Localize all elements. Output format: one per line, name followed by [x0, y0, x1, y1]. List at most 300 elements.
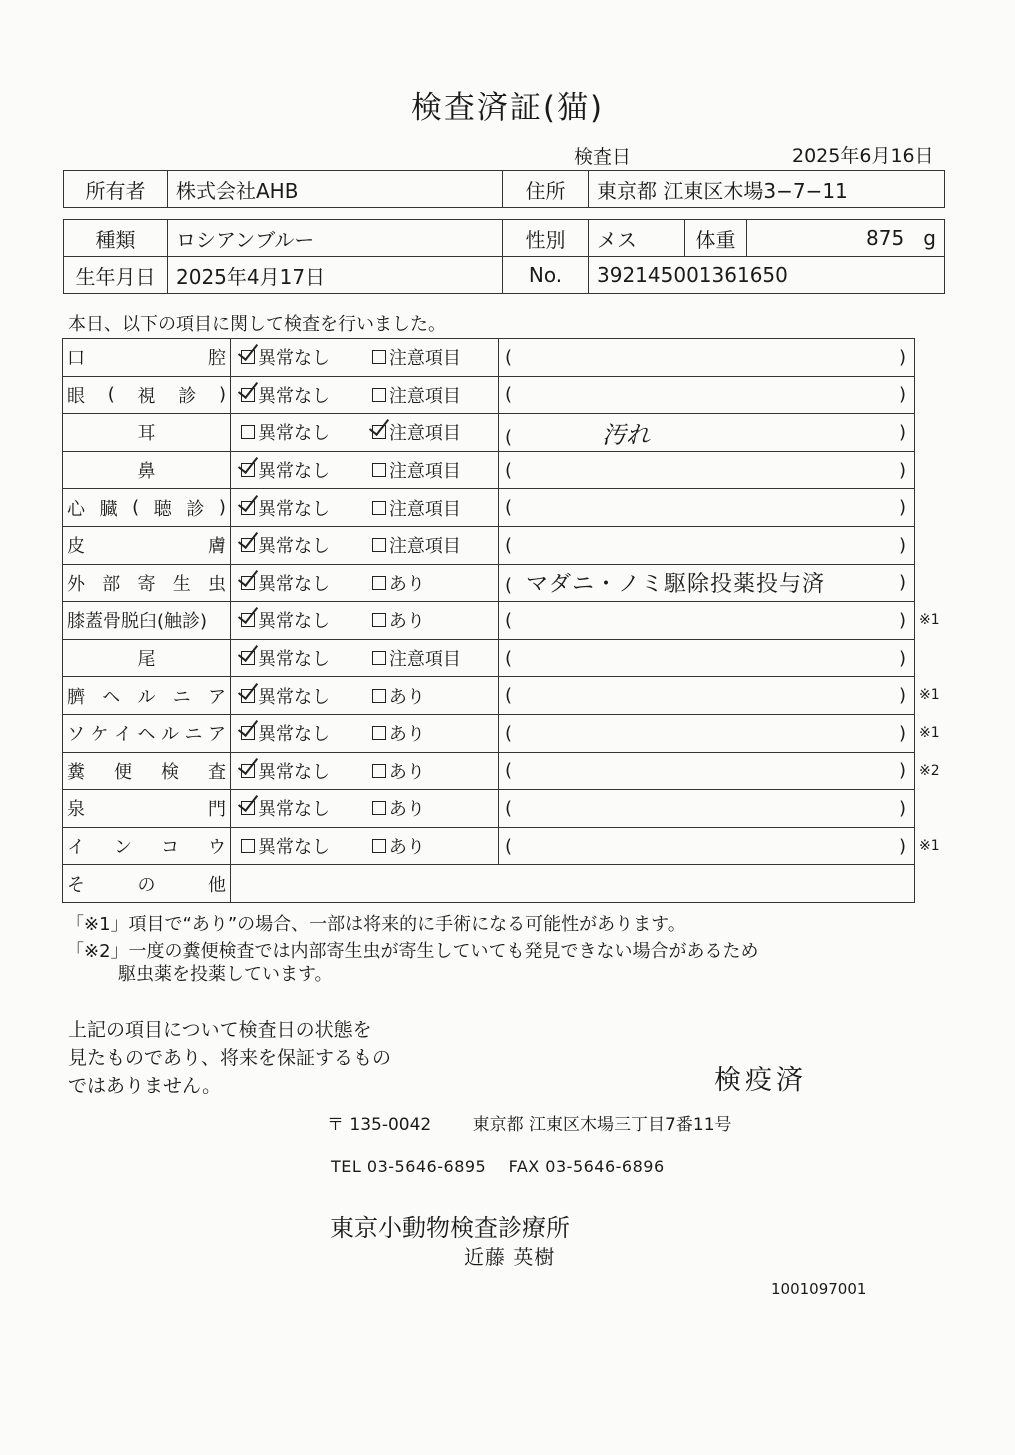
exam-item-label — [63, 451, 231, 489]
exam-options — [231, 639, 499, 677]
label-text: 膝蓋骨脱臼(触診) — [67, 611, 208, 633]
option-alt[interactable] — [372, 833, 498, 859]
close-paren: ) — [898, 722, 906, 744]
checked-box-icon[interactable] — [372, 425, 386, 439]
exam-note — [499, 489, 915, 527]
label-char: 糞 — [67, 761, 85, 783]
exam-note — [499, 602, 915, 640]
label-char: ) — [218, 497, 226, 519]
exam-options — [231, 564, 499, 602]
exam-item-label-chars — [67, 790, 226, 827]
exam-row-other — [63, 865, 915, 903]
weight-label: 体重 — [685, 220, 747, 257]
option-alt-label: 注意項目 — [388, 385, 461, 407]
open-paren: ( — [505, 647, 513, 669]
option-normal-label: 異常なし — [258, 498, 330, 520]
label-char: 門 — [208, 799, 226, 821]
inspection-date: 2025年6月16日 — [792, 145, 934, 167]
pet-table — [63, 219, 945, 294]
note-content — [505, 347, 512, 368]
option-normal[interactable] — [231, 344, 372, 370]
open-paren: ( — [505, 497, 513, 519]
label-char: 鼻 — [137, 461, 156, 483]
label-char: ル — [161, 724, 179, 746]
label-char: ウ — [208, 837, 226, 859]
serial-number: 1001097001 — [771, 1280, 867, 1298]
option-alt-label: あり — [388, 761, 425, 783]
label-char: 皮 — [67, 536, 85, 558]
option-alt[interactable] — [372, 758, 498, 784]
note-content — [505, 497, 512, 518]
note-parens — [499, 677, 914, 714]
checked-box-icon[interactable] — [241, 689, 255, 703]
option-normal-label: 異常なし — [258, 686, 330, 708]
document-title: 検査済証(猫) — [410, 90, 605, 126]
exam-row — [63, 526, 915, 564]
exam-options — [231, 339, 499, 377]
label-char: 心 — [67, 498, 85, 520]
option-normal-label: 異常なし — [258, 724, 330, 746]
option-alt-label: 注意項目 — [388, 348, 461, 370]
note-content — [505, 836, 512, 857]
exam-options — [231, 790, 499, 828]
close-paren: ) — [898, 384, 906, 406]
note-text: 汚れ — [602, 420, 651, 449]
dob-label: 生年月日 — [64, 257, 168, 294]
open-paren: ( — [505, 384, 513, 406]
option-alt[interactable] — [372, 495, 498, 521]
exam-item-label-chars — [67, 377, 226, 414]
option-alt[interactable] — [372, 570, 498, 596]
note-parens — [499, 377, 914, 414]
checkbox-icon[interactable] — [241, 425, 255, 439]
label-char: ア — [208, 686, 226, 708]
footnote-mark: ※1 — [919, 612, 940, 629]
open-paren: ( — [505, 835, 513, 857]
option-normal[interactable] — [231, 795, 372, 821]
label-char: ソ — [67, 724, 85, 746]
exam-item-label — [63, 339, 231, 377]
label-char: イ — [67, 837, 85, 859]
fax-number: FAX 03-5646-6896 — [508, 1157, 665, 1176]
option-alt-label: 注意項目 — [388, 461, 461, 483]
exam-row — [63, 564, 915, 602]
exam-row — [63, 752, 915, 790]
label-char: ル — [137, 686, 156, 708]
open-paren: ( — [505, 346, 513, 368]
checked-box-icon[interactable] — [241, 388, 255, 402]
note-parens — [499, 640, 914, 677]
open-paren: ( — [505, 609, 513, 631]
note-parens — [499, 828, 914, 865]
exam-row — [63, 489, 915, 527]
label-char: 眼 — [67, 385, 85, 407]
label-char: ニ — [184, 724, 203, 746]
option-alt-label: あり — [388, 724, 425, 746]
option-group — [231, 414, 498, 451]
checked-box-icon[interactable] — [241, 501, 255, 515]
postal-code: 〒 135-0042 — [327, 1115, 432, 1135]
close-paren: ) — [898, 497, 906, 519]
option-group — [231, 790, 498, 827]
clinic-address-line — [327, 1110, 732, 1135]
checkbox-icon[interactable] — [372, 463, 386, 477]
checkbox-icon[interactable] — [372, 613, 386, 627]
option-group — [231, 565, 498, 602]
open-paren: ( — [505, 685, 513, 707]
weight-unit: g — [923, 226, 936, 250]
checked-box-icon[interactable] — [241, 801, 255, 815]
intro-text: 本日、以下の項目に関して検査を行いました。 — [68, 314, 446, 335]
option-alt[interactable] — [372, 344, 498, 370]
label-char: コ — [161, 837, 179, 859]
checkbox-icon[interactable] — [372, 576, 386, 590]
close-paren: ) — [898, 572, 906, 594]
label-char: 他 — [208, 874, 226, 896]
option-normal[interactable] — [231, 532, 372, 558]
checkbox-icon[interactable] — [372, 350, 386, 364]
exam-note — [499, 564, 915, 602]
option-normal-label: 異常なし — [258, 348, 330, 370]
exam-note — [499, 339, 915, 377]
exam-item-label — [63, 827, 231, 865]
exam-options — [231, 714, 499, 752]
exam-row — [63, 714, 915, 752]
checked-box-icon[interactable] — [241, 726, 255, 740]
owner-label: 所有者 — [64, 171, 168, 208]
checkbox-icon[interactable] — [372, 839, 386, 853]
option-group — [231, 377, 498, 414]
checked-box-icon[interactable] — [241, 613, 255, 627]
exam-item-label — [63, 639, 231, 677]
exam-options — [231, 827, 499, 865]
note-content — [505, 535, 512, 556]
option-normal[interactable] — [231, 645, 372, 671]
label-char: 寄 — [137, 573, 156, 595]
option-alt-label: 注意項目 — [388, 423, 461, 445]
note-content — [505, 415, 650, 450]
option-group — [231, 527, 498, 564]
label-char: 生 — [172, 573, 191, 595]
other-label-chars — [67, 865, 226, 902]
exam-note — [499, 677, 915, 715]
label-char: 腔 — [208, 348, 226, 370]
close-paren: ) — [898, 685, 906, 707]
note-parens — [499, 339, 914, 376]
dob-value: 2025年4月17日 — [168, 257, 503, 294]
option-normal-label: 異常なし — [258, 461, 330, 483]
label-char: そ — [67, 874, 85, 896]
disclaimer-line: 上記の項目について検査日の状態を — [68, 1019, 372, 1041]
option-normal[interactable] — [231, 495, 372, 521]
option-normal[interactable] — [231, 758, 372, 784]
option-normal-label: 異常なし — [258, 649, 330, 671]
option-alt[interactable] — [372, 683, 498, 709]
exam-row — [63, 639, 915, 677]
label-char: 査 — [208, 761, 226, 783]
note-parens — [499, 790, 914, 827]
option-alt-label: あり — [388, 611, 425, 633]
option-normal-label: 異常なし — [258, 799, 330, 821]
address-value: 東京都 江東区木場3−7−11 — [589, 171, 945, 208]
label-char: ) — [218, 384, 226, 406]
option-alt[interactable] — [372, 419, 498, 445]
option-alt[interactable] — [372, 382, 498, 408]
weight-cell — [747, 220, 945, 257]
exam-note — [499, 639, 915, 677]
option-alt[interactable] — [372, 645, 498, 671]
close-paren: ) — [898, 835, 906, 857]
option-normal[interactable] — [231, 419, 372, 445]
owner-table — [63, 170, 945, 208]
label-char: ヘ — [102, 686, 121, 708]
no-label: No. — [503, 257, 589, 294]
label-char: ニ — [172, 686, 191, 708]
exam-note — [499, 526, 915, 564]
checkbox-icon[interactable] — [372, 501, 386, 515]
label-char: 外 — [67, 573, 85, 595]
note-content — [505, 685, 512, 706]
note-content — [505, 723, 512, 744]
note-parens — [499, 489, 914, 526]
checkbox-icon[interactable] — [372, 651, 386, 665]
note-content — [505, 384, 512, 405]
exam-item-label — [63, 602, 231, 640]
option-normal[interactable] — [231, 833, 372, 859]
close-paren: ) — [898, 459, 906, 481]
close-paren: ) — [898, 534, 906, 556]
checked-box-icon[interactable] — [241, 576, 255, 590]
exam-item-label — [63, 677, 231, 715]
exam-item-label — [63, 564, 231, 602]
note-content — [505, 460, 512, 481]
other-value — [231, 865, 915, 903]
exam-options — [231, 489, 499, 527]
option-normal[interactable] — [231, 720, 372, 746]
sex-label: 性別 — [503, 220, 589, 257]
exam-row — [63, 602, 915, 640]
label-char: 診 — [178, 385, 197, 407]
option-group — [231, 828, 498, 865]
exam-options — [231, 414, 499, 452]
option-alt[interactable] — [372, 457, 498, 483]
option-normal[interactable] — [231, 683, 372, 709]
exam-item-label — [63, 790, 231, 828]
label-char: 診 — [186, 498, 205, 520]
option-alt-label: あり — [388, 686, 425, 708]
exam-item-label-chars — [67, 677, 226, 714]
option-alt[interactable] — [372, 795, 498, 821]
open-paren: ( — [505, 459, 513, 481]
exam-note — [499, 752, 915, 790]
disclaimer — [68, 1016, 391, 1100]
option-group — [231, 715, 498, 752]
option-group — [231, 339, 498, 376]
clinic-address: 東京都 江東区木場三丁目7番11号 — [472, 1115, 732, 1135]
option-group — [231, 640, 498, 677]
note-parens — [499, 602, 914, 639]
disclaimer-line: 見たものであり、将来を保証するもの — [68, 1047, 392, 1069]
exam-row — [63, 790, 915, 828]
no-value: 392145001361650 — [589, 257, 945, 294]
open-paren: ( — [505, 760, 513, 782]
exam-row — [63, 414, 915, 452]
option-normal-label: 異常なし — [258, 385, 330, 407]
breed-value: ロシアンブルー — [168, 220, 503, 257]
exam-options — [231, 677, 499, 715]
tel-number: TEL 03-5646-6895 — [331, 1157, 487, 1176]
close-paren: ) — [898, 647, 906, 669]
label-char: 検 — [161, 761, 179, 783]
option-normal-label: 異常なし — [258, 536, 330, 558]
exam-item-label — [63, 526, 231, 564]
note-parens — [499, 715, 914, 752]
note-content — [505, 648, 512, 669]
owner-value: 株式会社AHB — [168, 171, 503, 208]
note-parens — [499, 452, 914, 489]
exam-item-label-chars — [67, 565, 226, 602]
exam-options — [231, 376, 499, 414]
label-char: イ — [114, 724, 132, 746]
checkbox-icon[interactable] — [241, 839, 255, 853]
exam-item-label-chars — [67, 640, 226, 677]
exam-item-label-chars — [67, 489, 226, 526]
option-normal-label: 異常なし — [258, 837, 330, 859]
checked-box-icon[interactable] — [241, 651, 255, 665]
option-normal-label: 異常なし — [258, 761, 330, 783]
label-char: ( — [132, 497, 140, 519]
label-char: 耳 — [137, 423, 156, 445]
label-char: 部 — [102, 573, 121, 595]
exam-note — [499, 827, 915, 865]
breed-label: 種類 — [64, 220, 168, 257]
close-paren: ) — [898, 797, 906, 819]
disclaimer-line: ではありません。 — [68, 1075, 222, 1097]
weight-value: 875 — [866, 226, 905, 250]
footnote-1: 「※1」項目で“あり”の場合、一部は将来的に手術になる可能性があります。 — [66, 914, 686, 935]
exam-item-label — [63, 414, 231, 452]
label-char: 聴 — [153, 498, 172, 520]
option-group — [231, 677, 498, 714]
exam-item-label-chars — [67, 339, 226, 376]
note-content — [505, 760, 512, 781]
label-char: 視 — [137, 385, 156, 407]
option-alt-label: 注意項目 — [388, 536, 461, 558]
close-paren: ) — [898, 421, 906, 443]
close-paren: ) — [898, 760, 906, 782]
checkbox-icon[interactable] — [372, 388, 386, 402]
option-alt-label: あり — [388, 799, 425, 821]
option-alt-label: 注意項目 — [388, 498, 461, 520]
label-char: ケ — [90, 724, 109, 746]
label-char: 口 — [67, 348, 85, 370]
checkbox-icon[interactable] — [372, 689, 386, 703]
option-alt-label: あり — [388, 573, 425, 595]
option-alt-label: 注意項目 — [388, 649, 461, 671]
exam-options — [231, 451, 499, 489]
label-char: 臍 — [67, 686, 85, 708]
exam-item-label-chars — [67, 527, 226, 564]
exam-row — [63, 827, 915, 865]
option-normal[interactable] — [231, 457, 372, 483]
exam-item-label — [63, 752, 231, 790]
note-parens — [499, 527, 914, 564]
exam-item-label-chars — [67, 414, 226, 451]
exam-options — [231, 526, 499, 564]
exam-options — [231, 602, 499, 640]
exam-row — [63, 451, 915, 489]
option-alt[interactable] — [372, 532, 498, 558]
exam-note — [499, 714, 915, 752]
checkbox-icon[interactable] — [372, 801, 386, 815]
exam-row — [63, 376, 915, 414]
option-alt[interactable] — [372, 607, 498, 633]
checked-box-icon[interactable] — [241, 463, 255, 477]
note-parens — [499, 565, 914, 602]
option-normal-label: 異常なし — [258, 611, 330, 633]
option-normal[interactable] — [231, 607, 372, 633]
footnote-mark: ※1 — [919, 687, 940, 704]
close-paren: ) — [898, 609, 906, 631]
label-char: 虫 — [208, 573, 226, 595]
exam-item-label — [63, 489, 231, 527]
note-content — [505, 798, 512, 819]
inspection-date-label: 検査日 — [574, 146, 632, 168]
address-label: 住所 — [503, 171, 589, 208]
note-parens — [499, 753, 914, 790]
checked-box-icon[interactable] — [241, 350, 255, 364]
vet-name: 近藤 英樹 — [464, 1245, 556, 1269]
exam-table — [62, 338, 915, 903]
exam-options — [231, 752, 499, 790]
close-paren: ) — [898, 346, 906, 368]
option-normal-label: 異常なし — [258, 423, 330, 445]
checkbox-icon[interactable] — [372, 726, 386, 740]
label-char: ヘ — [137, 724, 156, 746]
checked-box-icon[interactable] — [241, 764, 255, 778]
sex-value: メス — [589, 220, 685, 257]
checkbox-icon[interactable] — [372, 538, 386, 552]
note-parens — [499, 414, 914, 451]
checked-box-icon[interactable] — [241, 538, 255, 552]
checkbox-icon[interactable] — [372, 764, 386, 778]
option-alt-label: あり — [388, 837, 425, 859]
label-char: ン — [114, 837, 132, 859]
option-normal[interactable] — [231, 570, 372, 596]
footnote-mark: ※1 — [919, 837, 940, 854]
other-label — [63, 865, 231, 903]
option-normal[interactable] — [231, 382, 372, 408]
option-group — [231, 452, 498, 489]
footnote-2: 「※2」一度の糞便検査では内部寄生虫が寄生していても発見できない場合があるため — [66, 941, 759, 962]
clinic-name: 東京小動物検査診療所 — [330, 1214, 570, 1242]
open-paren: ( — [505, 534, 513, 556]
label-char: ( — [107, 384, 115, 406]
label-char: 尾 — [137, 649, 156, 671]
option-alt[interactable] — [372, 720, 498, 746]
label-char: 臓 — [99, 498, 118, 520]
exam-item-label — [63, 714, 231, 752]
exam-item-label-chars — [67, 452, 226, 489]
exam-item-label-chars — [67, 715, 226, 752]
label-char: 泉 — [67, 799, 85, 821]
note-text: マダニ・ノミ駆除投薬投与済 — [526, 572, 826, 598]
quarantine-stamp: 検疫済 — [714, 1065, 807, 1096]
option-group — [231, 753, 498, 790]
label-char: の — [137, 874, 156, 896]
exam-row — [63, 677, 915, 715]
exam-item-label — [63, 376, 231, 414]
